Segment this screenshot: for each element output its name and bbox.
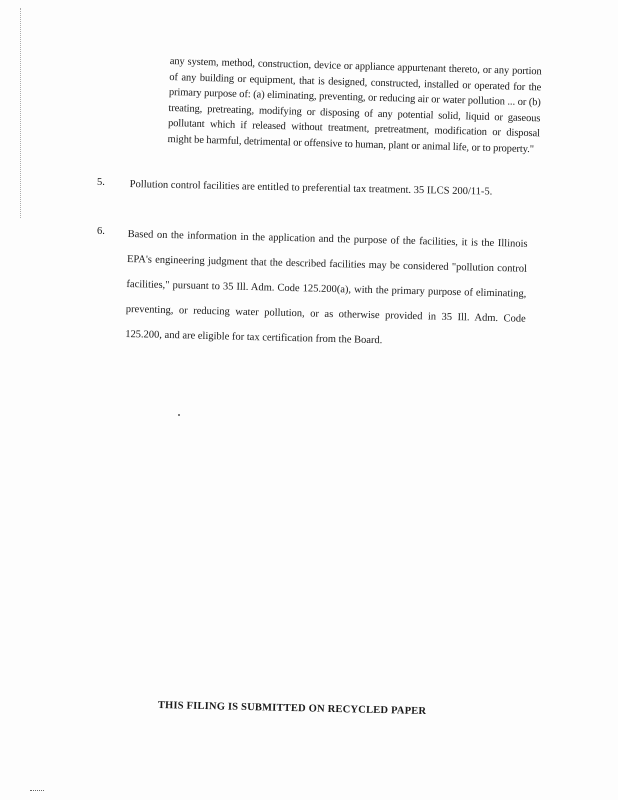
item-number-5: 5. xyxy=(97,177,105,188)
item-number-6: 6. xyxy=(97,226,105,237)
statutory-quote-block xyxy=(167,54,541,157)
recycled-paper-banner: THIS FILING IS SUBMITTED ON RECYCLED PAPER xyxy=(157,700,427,718)
scan-speck xyxy=(178,414,180,416)
item-text-5: Pollution control facilities are entitled to preferential tax treatment. 35 ILCS 200/11-5. xyxy=(129,178,493,198)
quote-text: any system, method, construction, device or appliance appurtenant thereto, or any portion of any building or equipment, that is designed, constructed, installed or operated for the primary purpose of: (a) eliminating, preventing, or reducing air or water pollution ... or (b) treating, pretreating, modifying or disposing of any potential solid, liquid or gaseous pollutant which if released without treatment, pretreatment, modification or disposal might be harmful, detrimental or offensive to human, plant or animal life, or to property." xyxy=(167,55,542,155)
fax-header-edge xyxy=(20,8,27,218)
corner-scan-mark xyxy=(30,790,44,793)
item-text-6: Based on the information in the application and the purpose of the facilities, it is the Illinois EPA's engineering judgment that the described facilities may be considered "pollution control facilities," pursuant to 35 Ill. Adm. Code 125.200(a), with the primary purpose of eliminating, preventing, or reducing water pollution, or as otherwise provided in 35 Ill. Adm. Code 125.200, and are eligible for tax certification from the Board. xyxy=(125,228,528,347)
